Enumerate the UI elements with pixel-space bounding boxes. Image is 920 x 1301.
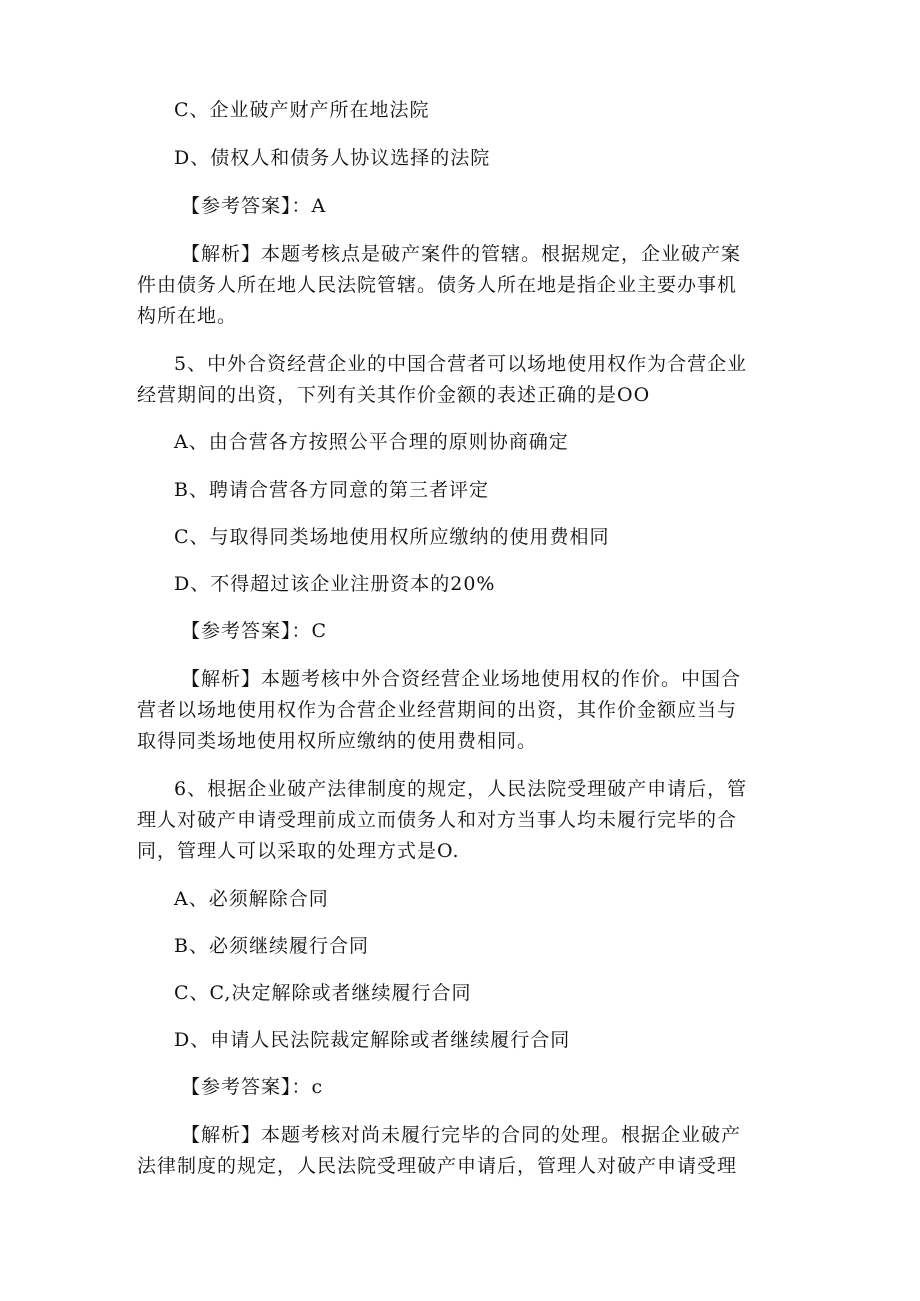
question-6-stem: 同，管理人可以采取的处理方式是O. — [137, 840, 460, 862]
analysis-line: 营者以场地使用权作为合营企业经营期间的出资，其作价金额应当与 — [137, 699, 738, 721]
option-d: D、申请人民法院裁定解除或者继续履行合同 — [174, 1029, 571, 1051]
reference-answer: 【参考答案】：C — [181, 620, 328, 642]
analysis-line: 法律制度的规定，人民法院受理破产申请后，管理人对破产申请受理 — [137, 1155, 738, 1177]
question-5-stem: 经营期间的出资，下列有关其作价金额的表述正确的是OO — [137, 384, 651, 406]
analysis-line: 【解析】本题考核对尚未履行完毕的合同的处理。根据企业破产 — [181, 1124, 742, 1146]
option-d: D、债权人和债务人协议选择的法院 — [174, 147, 491, 169]
option-c: C、C,决定解除或者继续履行合同 — [174, 982, 472, 1004]
analysis-line: 件由债务人所在地人民法院管辖。债务人所在地是指企业主要办事机 — [137, 274, 738, 296]
analysis-line: 构所在地。 — [137, 305, 238, 327]
reference-answer: 【参考答案】：A — [181, 195, 327, 217]
question-6-stem: 6、根据企业破产法律制度的规定，人民法院受理破产申请后，管 — [174, 778, 748, 800]
question-5-stem: 5、中外合资经营企业的中国合营者可以场地使用权作为合营企业 — [174, 353, 748, 375]
analysis-line: 【解析】本题考核中外合资经营企业场地使用权的作价。中国合 — [181, 668, 742, 690]
option-c: C、企业破产财产所在地法院 — [174, 99, 430, 121]
option-c: C、与取得同类场地使用权所应缴纳的使用费相同 — [174, 526, 610, 548]
analysis-line: 取得同类场地使用权所应缴纳的使用费相同。 — [137, 730, 538, 752]
question-6-stem: 理人对破产申请受理前成立而债务人和对方当事人均未履行完毕的合 — [137, 809, 738, 831]
option-d: D、不得超过该企业注册资本的20% — [174, 573, 496, 595]
option-b: B、聘请合营各方同意的第三者评定 — [174, 479, 489, 501]
option-a: A、必须解除合同 — [174, 888, 329, 910]
analysis-line: 【解析】本题考核点是破产案件的管辖。根据规定，企业破产案 — [181, 243, 742, 265]
option-b: B、必须继续履行合同 — [174, 935, 369, 957]
option-a: A、由合营各方按照公平合理的原则协商确定 — [174, 431, 569, 453]
reference-answer: 【参考答案】：c — [181, 1076, 324, 1098]
